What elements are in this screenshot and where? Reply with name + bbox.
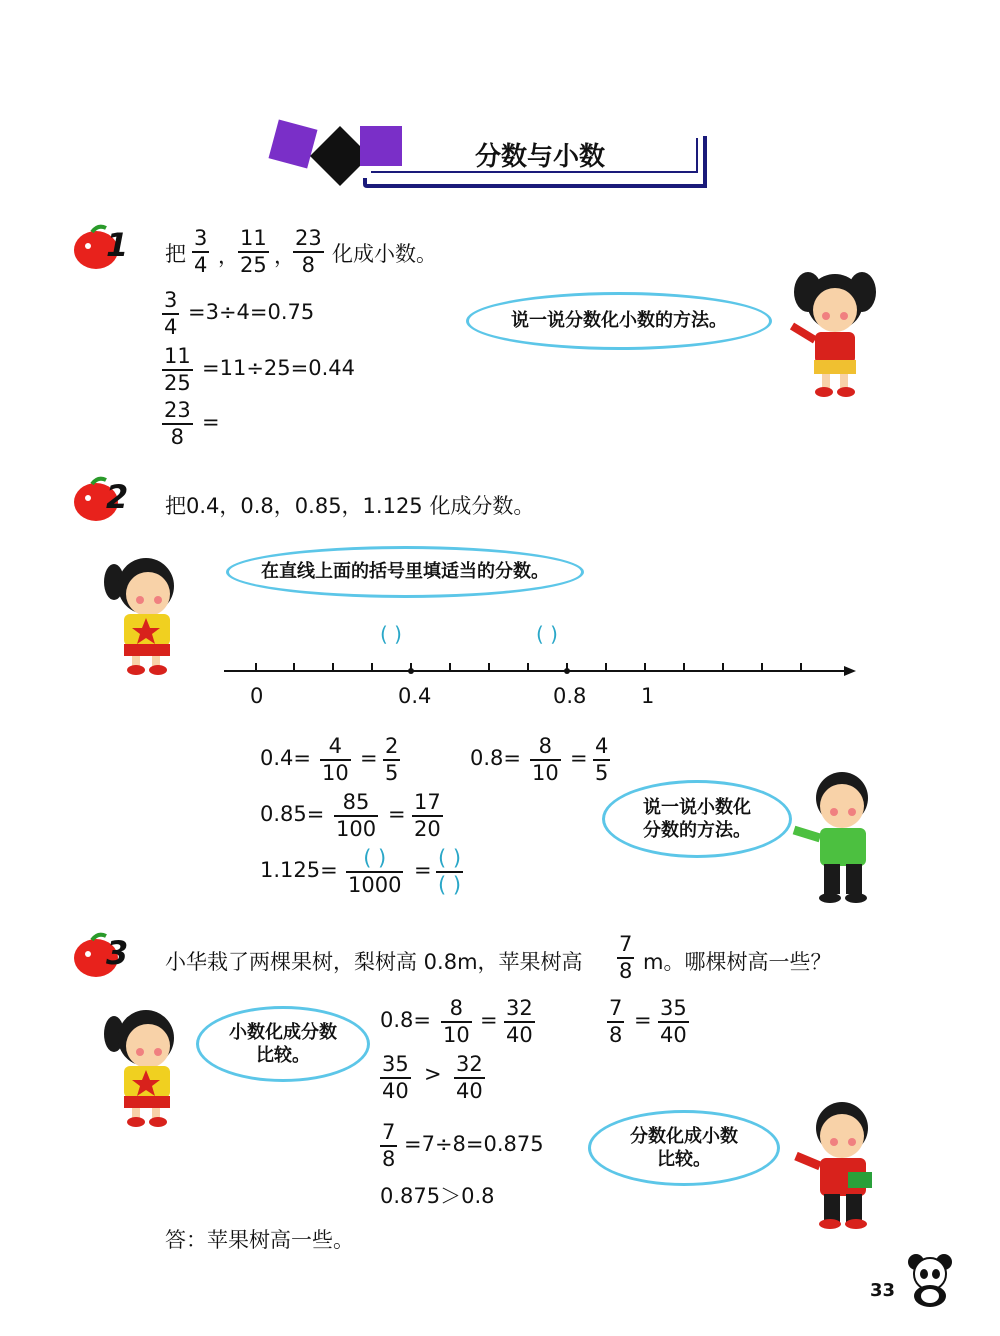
panda-icon (900, 1250, 960, 1310)
q1-frac-1: 3 4 (194, 226, 208, 277)
q1-line-3-rest: = (202, 410, 220, 434)
q2-eq2-eq: = (570, 746, 588, 770)
q1-frac-2: 11 25 (240, 226, 267, 277)
q2-eq2-prefix: 0.8= (470, 746, 521, 770)
q3-boy-bubble-line1: 分数化成小数 (630, 1125, 738, 1147)
q3-eq1-eq: = (480, 1008, 498, 1032)
girl-character-icon (96, 548, 196, 678)
q3-eq3-rest: =7÷8=0.875 (404, 1132, 544, 1156)
q3-boy-bubble-line2: 比较。 (657, 1149, 711, 1170)
q1-line-3-frac: 23 8 (164, 398, 191, 449)
q3-prompt-frac: 7 8 (619, 932, 633, 983)
q3-boy-speech-bubble (588, 1110, 780, 1186)
q2-eq4-prefix: 1.125= (260, 858, 338, 882)
q1-prompt-suffix: 化成小数。 (332, 242, 437, 266)
q3-eq4: 0.875＞0.8 (380, 1184, 495, 1208)
paren-blank-1: ( ) (380, 622, 402, 646)
q1-line-2-rest: =11÷25=0.44 (202, 356, 355, 380)
number-line (220, 655, 860, 685)
girl-character-icon (96, 1000, 196, 1130)
q2-boy-bubble-line2: 分数的方法。 (643, 820, 751, 841)
q3-prompt-a: 小华栽了两棵果树，梨树高 0.8m，苹果树高 (165, 950, 583, 974)
page-number: 33 (870, 1280, 896, 1301)
q1-line-1-rest: =3÷4=0.75 (188, 300, 315, 324)
q2-prompt: 把0.4，0.8，0.85，1.125 化成分数。 (165, 494, 535, 518)
girl-character-icon (780, 262, 890, 402)
question-3-marker (70, 932, 130, 980)
q3-eq1-frac2: 32 40 (506, 996, 533, 1047)
q3-eq2-eq: = (634, 1008, 652, 1032)
q1-sep-1: ， (218, 244, 239, 268)
q1-prompt-prefix: 把 (165, 242, 186, 266)
q3-girl-speech-bubble (196, 1006, 370, 1082)
q2-eq3-frac2: 17 20 (414, 790, 441, 841)
q3-girl-bubble-line1: 小数化成分数 (229, 1021, 337, 1043)
q3-eq1-prefix: 0.8= (380, 1008, 431, 1032)
q3-eq2-frac2: 35 40 (660, 996, 687, 1047)
question-number: 1 (106, 226, 129, 264)
q3-eq1-frac1: 8 10 (443, 996, 470, 1047)
q2-eq3-frac1: 85 100 (336, 790, 377, 841)
question-2-marker (70, 476, 130, 524)
q2-eq4-eq: = (414, 858, 432, 882)
q3-cmp-sign: > (424, 1062, 442, 1086)
q2-eq1-prefix: 0.4= (260, 746, 311, 770)
q2-eq4-frac2[interactable]: ( ) ( ) (438, 846, 462, 897)
q3-prompt-b: m。哪棵树高一些？ (643, 950, 832, 974)
q1-line-2-frac: 11 25 (164, 344, 191, 395)
q2-eq2-frac2: 4 5 (595, 734, 609, 785)
header-banner (265, 118, 715, 198)
q2-eq1-frac1: 4 10 (322, 734, 349, 785)
q2-eq2-frac1: 8 10 (532, 734, 559, 785)
q3-girl-bubble-line2: 比较。 (256, 1045, 310, 1066)
q3-eq3-frac: 7 8 (382, 1120, 396, 1171)
q1-sep-2: ， (274, 244, 295, 268)
q3-eq2-frac1: 7 8 (609, 996, 623, 1047)
q2-eq3-eq: = (388, 802, 406, 826)
q2-eq1-eq: = (360, 746, 378, 770)
paren-blank-2: ( ) (536, 622, 558, 646)
q2-eq3-prefix: 0.85= (260, 802, 325, 826)
q2-boy-speech-bubble (602, 780, 792, 858)
boy-character-icon (790, 1100, 890, 1235)
q1-frac-3: 23 8 (295, 226, 322, 277)
q2-eq1-frac2: 2 5 (385, 734, 399, 785)
q1-speech-bubble: 说一说分数化小数的方法。 (466, 292, 772, 350)
q2-girl-speech-bubble: 在直线上面的括号里填适当的分数。 (226, 546, 584, 598)
axis-label-0: 0 (250, 684, 264, 708)
q3-cmp-frac1: 35 40 (382, 1052, 409, 1103)
question-number: 2 (106, 478, 129, 516)
axis-label-0.4: 0.4 (398, 684, 432, 708)
question-1-marker (70, 224, 130, 272)
q2-eq4-frac1[interactable]: ( ) 1000 (348, 846, 402, 897)
q1-line-1-frac: 3 4 (164, 288, 178, 339)
page-title: 分数与小数 (475, 142, 606, 172)
axis-label-1: 1 (641, 684, 655, 708)
q3-cmp-frac2: 32 40 (456, 1052, 483, 1103)
question-number: 3 (106, 934, 129, 972)
q3-answer: 答：苹果树高一些。 (165, 1228, 354, 1252)
boy-character-icon (790, 768, 890, 908)
q2-boy-bubble-line1: 说一说小数化 (643, 796, 751, 818)
axis-label-0.8: 0.8 (553, 684, 587, 708)
